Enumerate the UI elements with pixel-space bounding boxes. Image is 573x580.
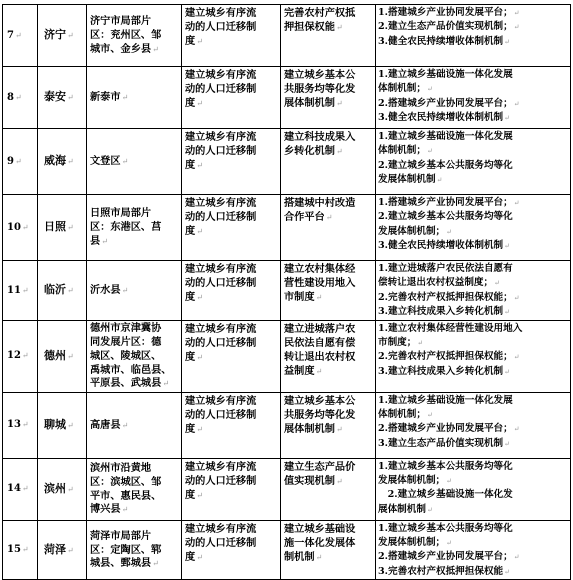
paragraph-mark: ↵	[121, 285, 129, 295]
paragraph-mark: ↵	[196, 491, 203, 501]
cell-line: 建立城乡基本公	[284, 394, 356, 407]
paragraph-mark: ↵	[196, 99, 203, 109]
other-tasks-cell	[376, 458, 571, 520]
cell-line: 1.搭建城乡产业协同发展平台；↵	[378, 7, 520, 18]
cell-line: 2.完善农村产权抵押担保权能；↵	[378, 351, 520, 363]
pilot-area-cell	[87, 458, 182, 520]
city-cell	[38, 392, 87, 458]
cell-line: 区：滨城区、邹	[90, 475, 162, 488]
city-name: 日照	[44, 220, 66, 234]
paragraph-mark: ↵	[426, 411, 433, 420]
city-name: 临沂	[44, 283, 66, 297]
cell-line: 3.健全农民持续增收体制机制↵	[378, 112, 511, 124]
cell-line: 2.建立城乡基础设施一体化发	[378, 489, 513, 501]
paragraph-mark: ↵	[504, 308, 511, 317]
migration-task-cell	[182, 320, 281, 392]
row-number: 9	[7, 155, 14, 167]
city-name: 威海	[44, 154, 66, 168]
cell-line: 建立城乡有序流	[185, 7, 257, 19]
paragraph-mark: ↵	[494, 279, 500, 288]
cell-line: 益制度↵	[284, 365, 323, 378]
cell-line: 建立城乡有序流	[185, 197, 257, 209]
paragraph-mark: ↵	[446, 227, 453, 236]
paragraph-mark: ↵	[513, 99, 520, 108]
cell-line: 度↵	[185, 159, 203, 172]
paragraph-mark: ↵	[101, 236, 108, 246]
city-name: 滨州	[44, 481, 66, 495]
row-number-cell	[3, 5, 38, 67]
cell-line: 1.建立城乡基本公共服务均等化	[378, 522, 513, 534]
cell-line: 施一体化发展体	[284, 536, 356, 549]
other-tasks-cell	[376, 129, 571, 195]
paragraph-mark: ↵	[335, 147, 343, 157]
migration-task-cell	[182, 392, 281, 458]
paragraph-mark: ↵	[315, 553, 323, 563]
paragraph-mark: ↵	[152, 559, 159, 569]
cell-line: 3.完善农村产权抵押担保权能↵	[378, 565, 511, 577]
paragraph-mark: ↵	[67, 545, 74, 555]
paragraph-mark: ↵	[121, 157, 129, 167]
paragraph-mark: ↵	[196, 293, 203, 303]
cell-line: 动的人口迁移制	[185, 83, 257, 96]
paragraph-mark: ↵	[513, 353, 520, 362]
paragraph-mark: ↵	[152, 44, 159, 54]
paragraph-mark: ↵	[121, 420, 129, 430]
cell-line: 1.建立城乡基础设施一体化发展	[378, 394, 513, 406]
paragraph-mark: ↵	[504, 114, 511, 123]
migration-task-cell	[182, 458, 281, 520]
other-tasks-cell	[376, 261, 571, 321]
paragraph-mark: ↵	[513, 553, 520, 562]
cell-line: 营性建设用地入	[284, 277, 356, 290]
city-cell	[38, 261, 87, 321]
cell-line: 2.建立城乡基本公共服务均等化	[378, 159, 513, 171]
migration-task-cell	[182, 67, 281, 129]
other-tasks-cell	[376, 320, 571, 392]
row-number-cell	[3, 129, 38, 195]
cell-line: 搭建城中村改造	[284, 197, 356, 209]
cell-line: 济宁市局部片	[90, 15, 152, 28]
cell-line: 建立生态产品价	[284, 460, 356, 473]
cell-line: 3.建立生态产品价值实现机制↵	[378, 437, 511, 449]
cell-line: 区：兖州区、邹	[90, 29, 162, 42]
key-task-cell	[281, 458, 376, 520]
cell-line: 发展体制机制；↵	[378, 225, 453, 237]
cell-line: 展体制机制↵	[284, 423, 343, 436]
cell-line: 1.建立城乡基本公共服务均等化	[378, 460, 513, 472]
cell-line: 乡转化机制↵	[284, 145, 343, 158]
cell-line: 发展体制机制；↵	[378, 537, 453, 549]
table-row	[3, 320, 571, 392]
other-tasks-cell	[376, 5, 571, 67]
pilot-area-cell	[87, 261, 182, 321]
cell-line: 县↵	[90, 234, 108, 247]
table-row	[3, 5, 571, 67]
cell-line: 动的人口迁移制	[185, 336, 257, 349]
paragraph-mark: ↵	[21, 484, 29, 494]
cell-line: 体制机制；↵	[378, 145, 433, 157]
city-name: 泰安	[44, 90, 66, 104]
other-tasks-cell	[376, 67, 571, 129]
paragraph-mark: ↵	[504, 367, 511, 376]
row-number: 12	[7, 350, 21, 362]
cell-line: 高唐县↵	[90, 418, 129, 431]
cell-line: 德州市京津冀协	[90, 322, 162, 335]
paragraph-mark: ↵	[67, 223, 74, 233]
city-cell	[38, 67, 87, 129]
cell-line: 体制机制；↵	[378, 409, 433, 421]
paragraph-mark: ↵	[14, 30, 22, 40]
paragraph-mark: ↵	[513, 9, 520, 17]
cell-line: 2.完善农村产权抵押担保权能；↵	[378, 291, 520, 303]
paragraph-mark: ↵	[513, 293, 520, 302]
city-cell	[38, 195, 87, 261]
cell-line: 体制机制；↵	[378, 83, 433, 95]
other-tasks-cell	[376, 520, 571, 580]
pilot-area-cell	[87, 67, 182, 129]
migration-task-cell	[182, 5, 281, 67]
key-task-cell	[281, 392, 376, 458]
row-number-cell	[3, 67, 38, 129]
cell-line: 转让退出农村权	[284, 351, 356, 364]
cell-line: 展体制机制↵	[378, 503, 433, 515]
cell-line: 禹城市、临邑县、	[90, 363, 172, 376]
cell-line: 民依法自愿有偿	[284, 336, 356, 349]
cell-line: 3.建立科技成果入乡转化机制↵	[378, 306, 511, 318]
paragraph-mark: ↵	[67, 31, 74, 41]
cell-line: 3.健全农民持续增收体制机制↵	[378, 35, 511, 47]
cell-line: 度↵	[185, 489, 203, 502]
paragraph-mark: ↵	[67, 286, 74, 296]
cell-line: 建立城乡有序流	[185, 131, 257, 143]
table-row	[3, 67, 571, 129]
cell-line: 1.建立农村集体经营性建设用地入	[378, 322, 523, 334]
table-row	[3, 195, 571, 261]
paragraph-mark: ↵	[196, 161, 203, 171]
cell-line: 3.健全农民持续增收体制机制↵	[378, 240, 511, 252]
cell-line: 新泰市↵	[90, 91, 129, 104]
cell-line: 3.建立科技成果入乡转化机制↵	[378, 365, 511, 377]
paragraph-mark: ↵	[315, 293, 323, 303]
paragraph-mark: ↵	[67, 484, 74, 494]
paragraph-mark: ↵	[513, 23, 520, 32]
paragraph-mark: ↵	[196, 425, 203, 435]
paragraph-mark: ↵	[513, 425, 520, 434]
row-number-cell	[3, 261, 38, 321]
cell-line: 合作平台↵	[284, 211, 333, 224]
paragraph-mark: ↵	[162, 379, 170, 389]
row-number: 11	[7, 284, 21, 296]
cell-line: 城市、金乡县↵	[90, 42, 159, 55]
cell-line: 度↵	[185, 225, 203, 238]
cell-line: 建立城乡基础设	[284, 522, 356, 535]
paragraph-mark: ↵	[335, 23, 343, 33]
city-cell	[38, 320, 87, 392]
cell-line: 偿转让退出农村权益制度；↵	[378, 277, 500, 289]
cell-line: 建立城乡基本公	[284, 69, 356, 81]
paragraph-mark: ↵	[504, 37, 511, 46]
paragraph-mark: ↵	[21, 545, 29, 555]
paragraph-mark: ↵	[436, 176, 443, 185]
pilot-area-cell	[87, 520, 182, 580]
cell-line: 建立科技成果入	[284, 131, 356, 143]
cell-line: 建立城乡有序流	[185, 69, 257, 81]
city-name: 济宁	[44, 28, 66, 42]
cell-line: 城区、陵城区、	[90, 349, 162, 362]
city-cell	[38, 5, 87, 67]
paragraph-mark: ↵	[325, 213, 333, 223]
cell-line: 平市、惠民县、	[90, 489, 162, 502]
paragraph-mark: ↵	[21, 285, 29, 295]
row-number-cell	[3, 195, 38, 261]
cell-line: 1.建立进城落户农民依法自愿有	[378, 263, 513, 274]
cell-line: 度↵	[185, 551, 203, 564]
cell-line: 区：东港区、莒	[90, 221, 162, 234]
cell-line: 城县、鄄城县↵	[90, 557, 159, 570]
paragraph-mark: ↵	[335, 476, 343, 486]
cell-line: 滨州市沿黄地	[90, 462, 152, 475]
cell-line: 押担保权能↵	[284, 21, 343, 34]
cell-line: 动的人口迁移制	[185, 145, 257, 158]
cell-line: 度↵	[185, 423, 203, 436]
key-task-cell	[281, 67, 376, 129]
cell-line: 日照市局部片	[90, 207, 152, 220]
paragraph-mark: ↵	[426, 505, 433, 514]
paragraph-mark: ↵	[14, 92, 22, 102]
paragraph-mark: ↵	[121, 505, 129, 515]
pilot-area-cell	[87, 392, 182, 458]
cell-line: 市制度；↵	[378, 337, 424, 349]
migration-task-cell	[182, 520, 281, 580]
paragraph-mark: ↵	[21, 420, 29, 430]
cell-line: 度↵	[185, 35, 203, 48]
other-tasks-cell	[376, 195, 571, 261]
cell-line: 建立农村集体经	[284, 263, 356, 275]
city-cell	[38, 129, 87, 195]
cell-line: 发展体制机制↵	[378, 174, 443, 186]
cell-line: 1.搭建城乡产业协同发展平台；↵	[378, 197, 520, 208]
cell-line: 动的人口迁移制	[185, 211, 257, 224]
reform-pilot-table	[2, 4, 571, 580]
cell-line: 动的人口迁移制	[185, 474, 257, 487]
cell-line: 建立城乡有序流	[185, 394, 257, 407]
city-name: 聊城	[44, 417, 66, 431]
row-number-cell	[3, 392, 38, 458]
cell-line: 发展体制机制；↵	[378, 475, 453, 487]
city-name: 德州	[44, 348, 66, 362]
pilot-area-cell	[87, 320, 182, 392]
migration-task-cell	[182, 129, 281, 195]
paragraph-mark: ↵	[446, 477, 453, 486]
cell-line: 共服务均等化发	[284, 83, 356, 96]
city-cell	[38, 520, 87, 580]
paragraph-mark: ↵	[67, 420, 74, 430]
key-task-cell	[281, 320, 376, 392]
paragraph-mark: ↵	[14, 156, 22, 166]
other-tasks-cell	[376, 392, 571, 458]
paragraph-mark: ↵	[504, 439, 511, 448]
key-task-cell	[281, 195, 376, 261]
paragraph-mark: ↵	[196, 227, 203, 237]
cell-line: 度↵	[185, 97, 203, 110]
pilot-area-cell	[87, 129, 182, 195]
cell-line: 同发展片区：德	[90, 335, 162, 348]
cell-line: 区：定陶区、郓	[90, 543, 162, 556]
city-cell	[38, 458, 87, 520]
key-task-cell	[281, 5, 376, 67]
cell-line: 市制度↵	[284, 291, 323, 304]
cell-line: 动的人口迁移制	[185, 408, 257, 421]
cell-line: 文登区↵	[90, 155, 129, 168]
row-number-cell	[3, 520, 38, 580]
paragraph-mark: ↵	[67, 157, 74, 167]
key-task-cell	[281, 520, 376, 580]
cell-line: 完善农村产权抵	[284, 7, 356, 19]
cell-line: 建立进城落户农	[284, 322, 356, 335]
table-row	[3, 458, 571, 520]
table-row	[3, 129, 571, 195]
cell-line: 菏泽市局部片	[90, 529, 152, 542]
table-row	[3, 261, 571, 321]
row-number: 14	[7, 483, 21, 495]
cell-line: 共服务均等化发	[284, 408, 356, 421]
paragraph-mark: ↵	[335, 425, 343, 435]
cell-line: 2.搭建城乡产业协同发展平台；↵	[378, 97, 520, 109]
cell-line: 度↵	[185, 291, 203, 304]
paragraph-mark: ↵	[335, 99, 343, 109]
cell-line: 1.建立城乡基础设施一体化发展	[378, 131, 513, 142]
paragraph-mark: ↵	[196, 553, 203, 563]
row-number: 10	[7, 221, 21, 233]
cell-line: 建立城乡有序流	[185, 322, 257, 335]
paragraph-mark: ↵	[446, 539, 453, 548]
table-row	[3, 520, 571, 580]
paragraph-mark: ↵	[67, 93, 74, 103]
row-number: 13	[7, 419, 21, 431]
cell-line: 2.建立生态产品价值实现机制；↵	[378, 21, 520, 33]
cell-line: 2.搭建城乡产业协同发展平台；↵	[378, 551, 520, 563]
cell-line: 博兴县↵	[90, 503, 129, 516]
cell-line: 1.建立城乡基础设施一体化发展	[378, 69, 513, 80]
paragraph-mark: ↵	[21, 351, 29, 361]
cell-line: 平原县、武城县↵	[90, 377, 170, 390]
paragraph-mark: ↵	[504, 242, 511, 251]
row-number: 7	[7, 29, 14, 41]
paragraph-mark: ↵	[513, 199, 520, 207]
city-name: 菏泽	[44, 542, 66, 556]
cell-line: 建立城乡有序流	[185, 460, 257, 473]
row-number: 15	[7, 544, 21, 556]
cell-line: 制机制↵	[284, 551, 323, 564]
table-row	[3, 392, 571, 458]
key-task-cell	[281, 129, 376, 195]
key-task-cell	[281, 261, 376, 321]
paragraph-mark: ↵	[426, 147, 433, 156]
paragraph-mark: ↵	[426, 85, 433, 94]
cell-line: 建立城乡有序流	[185, 263, 257, 275]
table-body	[3, 5, 571, 580]
paragraph-mark: ↵	[121, 93, 129, 103]
pilot-area-cell	[87, 5, 182, 67]
cell-line: 2.建立城乡基本公共服务均等化	[378, 211, 513, 223]
cell-line: 建立城乡有序流	[185, 522, 257, 535]
row-number-cell	[3, 320, 38, 392]
paragraph-mark: ↵	[315, 367, 323, 377]
paragraph-mark: ↵	[21, 222, 29, 232]
cell-line: 展体制机制↵	[284, 97, 343, 110]
pilot-area-cell	[87, 195, 182, 261]
cell-line: 2.搭建城乡产业协同发展平台；↵	[378, 423, 520, 435]
cell-line: 动的人口迁移制	[185, 21, 257, 34]
migration-task-cell	[182, 261, 281, 321]
paragraph-mark: ↵	[504, 567, 511, 576]
cell-line: 沂水县↵	[90, 283, 129, 296]
migration-task-cell	[182, 195, 281, 261]
paragraph-mark: ↵	[196, 353, 203, 363]
cell-line: 动的人口迁移制	[185, 277, 257, 290]
paragraph-mark: ↵	[417, 339, 424, 348]
cell-line: 值实现机制↵	[284, 474, 343, 487]
cell-line: 度↵	[185, 351, 203, 364]
cell-line: 动的人口迁移制	[185, 536, 257, 549]
row-number: 8	[7, 91, 14, 103]
paragraph-mark: ↵	[67, 351, 74, 361]
paragraph-mark: ↵	[196, 37, 203, 47]
row-number-cell	[3, 458, 38, 520]
